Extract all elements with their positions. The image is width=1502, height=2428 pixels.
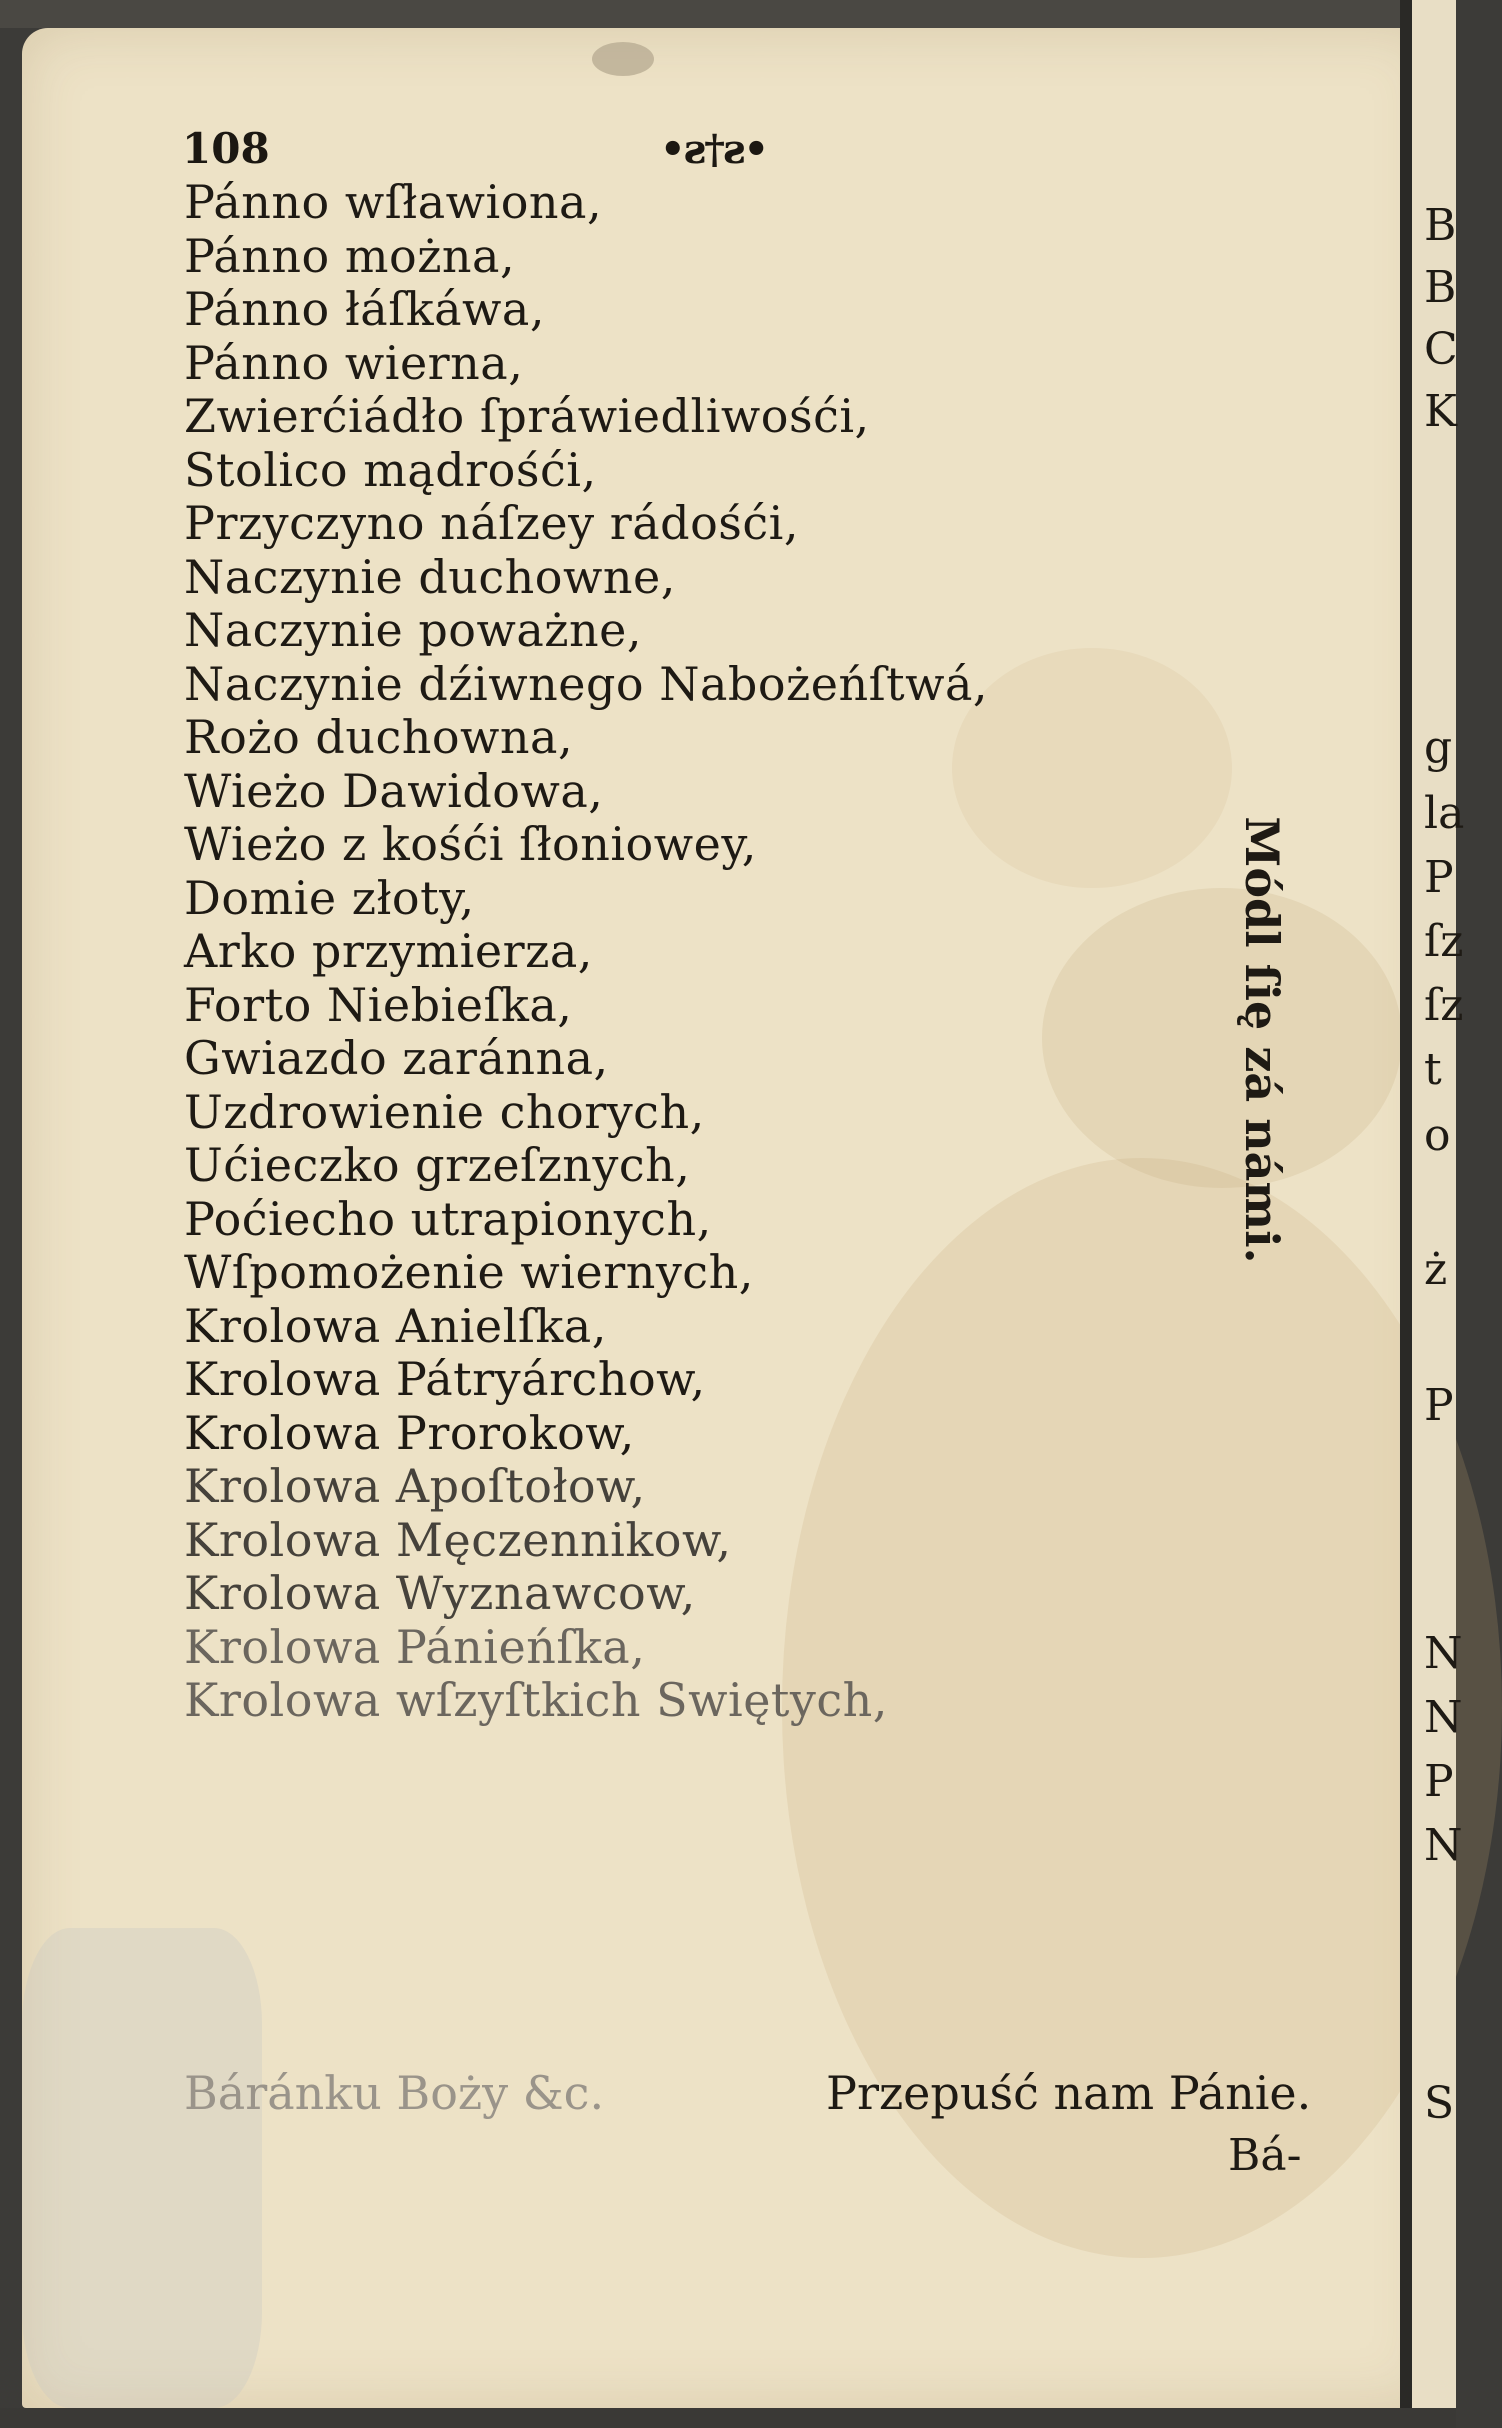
litany-line: Arko przymierza, xyxy=(184,924,593,978)
facing-text-fragment: P xyxy=(1424,852,1454,903)
facing-text-fragment: C xyxy=(1424,324,1458,375)
litany-line: Forto Niebieſka, xyxy=(184,977,573,1032)
header-ornament: •ƨ†ƨ• xyxy=(660,126,768,173)
litany-line: Wieżo Dawidowa, xyxy=(184,763,604,818)
litany-line: Krolowa wſzyſtkich Swiętych, xyxy=(184,1673,888,1727)
litany-line: Krolowa Pánieńſka, xyxy=(184,1619,646,1674)
facing-text-fragment: P xyxy=(1424,1756,1454,1807)
response-text: Przepuść nam Pánie. xyxy=(826,2066,1312,2120)
facing-text-fragment: N xyxy=(1424,1820,1463,1871)
facing-text-fragment: g xyxy=(1424,722,1453,773)
litany-line: Krolowa Prorokow, xyxy=(184,1405,635,1460)
litany-line: Wſpomożenie wiernych, xyxy=(184,1245,754,1299)
facing-text-fragment: N xyxy=(1424,1692,1463,1743)
litany-line: Naczynie poważne, xyxy=(184,603,642,657)
litany-line: Rożo duchowna, xyxy=(184,710,574,764)
facing-text-fragment: la xyxy=(1424,788,1465,839)
facing-text-fragment: S xyxy=(1424,2078,1455,2129)
facing-page-edge xyxy=(1400,0,1465,2428)
litany-line: Krolowa Pátryárchow, xyxy=(184,1352,706,1406)
litany-line: Krolowa Anielſka, xyxy=(184,1298,607,1353)
litany-line: Stolico mądrośći, xyxy=(184,442,597,497)
litany-line: Wieżo z kośći ſłoniowey, xyxy=(184,817,757,871)
facing-text-fragment: t xyxy=(1424,1044,1442,1095)
litany-line: Naczynie duchowne, xyxy=(184,549,676,604)
litany-list xyxy=(184,176,988,1728)
litany-line: Domie złoty, xyxy=(184,870,475,925)
litany-line: Poćiecho utrapionych, xyxy=(184,1191,712,1246)
litany-line: Naczynie dźiwnego Nabożeńſtwá, xyxy=(184,656,989,711)
litany-line: Krolowa Wyznawcow, xyxy=(184,1566,696,1620)
litany-line: Zwierćiádło ſpráwiedliwośći, xyxy=(184,389,870,443)
page-number: 108 xyxy=(182,124,270,173)
facing-text-fragment: K xyxy=(1424,386,1457,437)
litany-line: Krolowa Apoſtołow, xyxy=(184,1459,646,1513)
facing-text-fragment: P xyxy=(1424,1380,1454,1431)
catchword: Bá- xyxy=(1228,2130,1302,2181)
facing-text-fragment: ż xyxy=(1424,1244,1448,1295)
facing-text-fragment: B xyxy=(1424,262,1457,313)
litany-line: Pánno można, xyxy=(184,228,516,283)
litany-line: Krolowa Męczennikow, xyxy=(184,1512,732,1567)
litany-line: Uzdrowienie chorych, xyxy=(184,1084,705,1139)
closing-line xyxy=(184,2066,1344,2122)
scan-bottom-edge xyxy=(0,2408,1456,2428)
litany-line: Pánno wierna, xyxy=(184,335,524,390)
facing-text-fragment: N xyxy=(1424,1628,1463,1679)
agnus-dei-text: Báránku Boży &c. xyxy=(184,2066,605,2120)
litany-line: Przyczyno náſzey rádośći, xyxy=(184,496,799,550)
facing-text-fragment: ſz xyxy=(1424,916,1464,967)
facing-text-fragment: B xyxy=(1424,200,1457,251)
litany-line: Ućieczko grzeſznych, xyxy=(184,1138,691,1192)
vertical-response: Módl ſię zá námi. xyxy=(1235,816,1289,1264)
litany-line: Gwiazdo zaránna, xyxy=(184,1031,609,1085)
facing-text-fragment: ſz xyxy=(1424,980,1464,1031)
litany-line: Pánno wſławiona, xyxy=(184,175,603,229)
facing-text-fragment: o xyxy=(1424,1110,1451,1161)
gutter xyxy=(1400,0,1412,2428)
litany-line: Pánno łáſkáwa, xyxy=(184,282,545,336)
